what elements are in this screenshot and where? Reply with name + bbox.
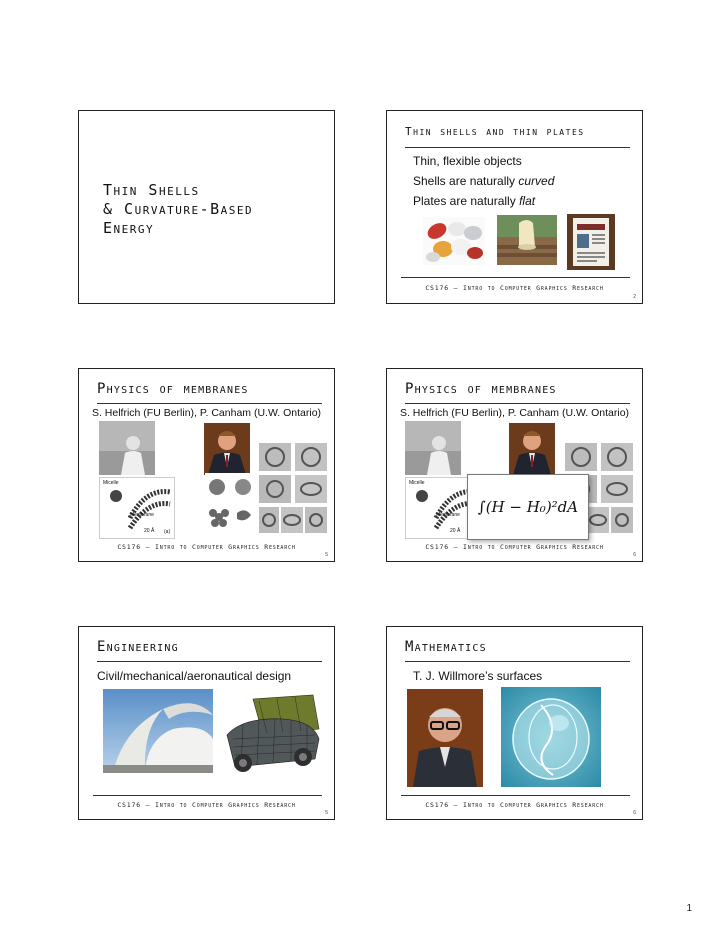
bullet-text: Shells are naturally curved <box>413 174 555 188</box>
car-mesh-render <box>223 689 323 775</box>
paper-page-photo <box>567 214 615 270</box>
footer-rule <box>401 277 630 278</box>
slide-heading: Mathematics <box>405 639 487 655</box>
bullet-text: Thin, flexible objects <box>413 154 522 168</box>
flower-petals-photo <box>423 217 485 265</box>
plate-wave-photo <box>497 215 557 265</box>
heading-rule <box>405 403 630 404</box>
slide-number: 6 <box>633 810 636 816</box>
slide-number: 6 <box>633 552 636 558</box>
slide-number: 5 <box>325 810 328 816</box>
willmore-surface-render <box>501 687 601 787</box>
slide-mathematics <box>386 626 643 820</box>
bullet-text: Civil/mechanical/aeronautical design <box>97 669 292 683</box>
canham-photo <box>509 423 555 475</box>
slide-title-text: Thin Shells & Curvature-Based Energy <box>103 181 254 237</box>
micelle-diagram <box>99 477 175 539</box>
heading-rule <box>405 147 630 148</box>
figure-label: Membrane <box>130 512 154 518</box>
slide-number: 2 <box>633 294 636 300</box>
figure-label: (a) <box>164 529 171 535</box>
canham-photo <box>204 423 250 475</box>
membrane-shape-figures <box>205 473 257 533</box>
slide-footer: CS176 – Intro to Computer Graphics Research <box>117 801 296 809</box>
slide-thin-shells <box>386 110 643 304</box>
slide-number: 5 <box>325 552 328 558</box>
slide-engineering <box>78 626 335 820</box>
slide-footer: CS176 – Intro to Computer Graphics Research <box>425 284 604 292</box>
footer-rule <box>401 795 630 796</box>
willmore-photo <box>407 689 483 787</box>
helfrich-photo <box>405 421 461 475</box>
figure-label: 20 Å <box>144 528 155 534</box>
heading-rule <box>97 661 322 662</box>
bullet-text: T. J. Willmore’s surfaces <box>413 669 543 683</box>
bullet-text: Plates are naturally flat <box>413 194 536 208</box>
slide-physics-membranes-2 <box>386 368 643 562</box>
willmore-energy-equation: ∫(H − H₀)²dA <box>467 474 589 540</box>
figure-label: Micelle <box>409 480 425 486</box>
auditorium-building-photo <box>103 689 213 773</box>
slide-heading: Physics of membranes <box>97 381 249 397</box>
figure-label: Micelle <box>103 480 119 486</box>
photo-caption: S. Helfrich (FU Berlin), P. Canham (U.W. Ontario) <box>91 407 322 419</box>
slide-heading: Engineering <box>97 639 179 655</box>
page-number: 1 <box>686 903 692 914</box>
helfrich-photo <box>99 421 155 475</box>
photo-caption: S. Helfrich (FU Berlin), P. Canham (U.W. Ontario) <box>399 407 630 419</box>
heading-rule <box>97 403 322 404</box>
vesicle-microscopy-grid <box>259 443 329 535</box>
slide-heading: Physics of membranes <box>405 381 557 397</box>
slide-footer: CS176 – Intro to Computer Graphics Research <box>425 543 604 551</box>
slide-footer: CS176 – Intro to Computer Graphics Research <box>117 543 296 551</box>
slide-title <box>78 110 335 304</box>
slide-footer: CS176 – Intro to Computer Graphics Research <box>425 801 604 809</box>
figure-label: Membrane <box>436 512 460 518</box>
figure-label: 20 Å <box>450 528 461 534</box>
slide-heading: Thin shells and thin plates <box>405 125 585 138</box>
heading-rule <box>405 661 630 662</box>
slide-physics-membranes-1 <box>78 368 335 562</box>
footer-rule <box>93 795 322 796</box>
